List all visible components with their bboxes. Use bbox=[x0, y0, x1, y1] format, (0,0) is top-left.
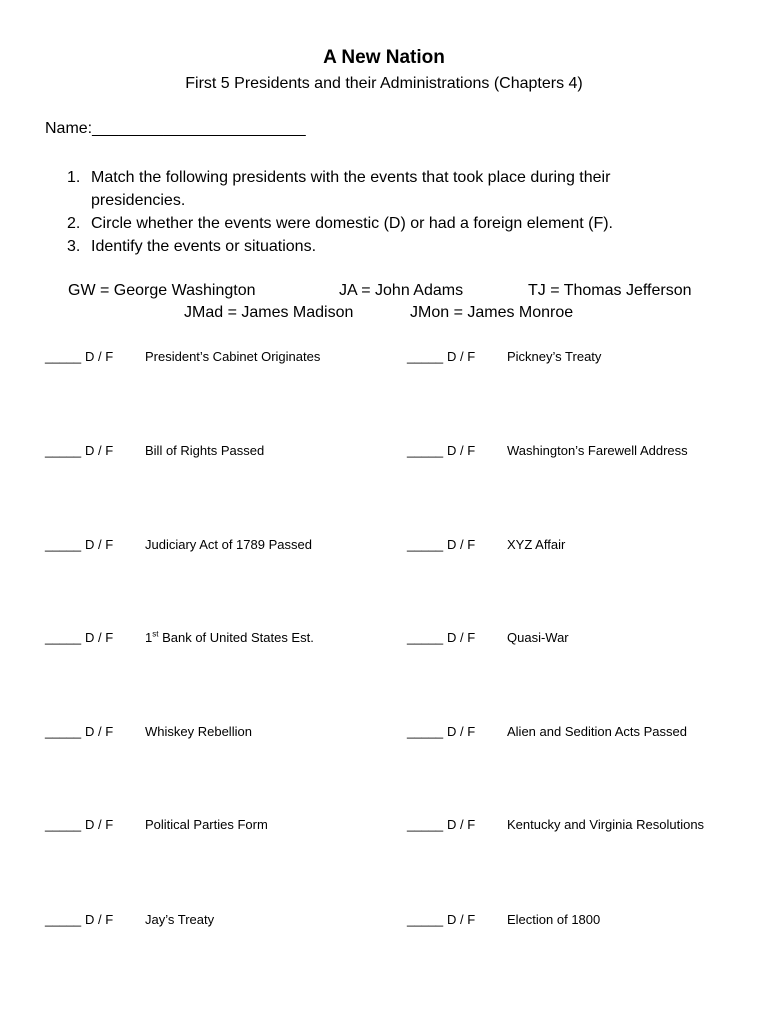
name-label: Name: bbox=[45, 120, 93, 137]
answer-blank[interactable]: _____ bbox=[407, 443, 444, 458]
event-label: Judiciary Act of 1789 Passed bbox=[145, 537, 312, 552]
df-choice[interactable]: D / F bbox=[447, 724, 476, 739]
answer-blank[interactable]: _____ bbox=[45, 630, 82, 645]
instruction-item bbox=[67, 212, 707, 235]
df-choice[interactable]: D / F bbox=[447, 349, 476, 364]
answer-blank[interactable]: _____ bbox=[407, 537, 444, 552]
page-title: A New Nation bbox=[323, 47, 445, 68]
event-label: Bill of Rights Passed bbox=[145, 443, 265, 458]
instruction-item bbox=[67, 166, 707, 212]
event-label: Jay’s Treaty bbox=[145, 912, 215, 927]
event-label: Whiskey Rebellion bbox=[145, 724, 252, 739]
key-jmad: JMad = James Madison bbox=[184, 304, 354, 321]
df-choice[interactable]: D / F bbox=[85, 630, 114, 645]
df-choice[interactable]: D / F bbox=[85, 817, 114, 832]
instruction-text: Identify the events or situations. bbox=[91, 238, 317, 255]
answer-blank[interactable]: _____ bbox=[407, 630, 444, 645]
answer-blank[interactable]: _____ bbox=[45, 537, 82, 552]
df-choice[interactable]: D / F bbox=[85, 349, 114, 364]
event-label: XYZ Affair bbox=[507, 537, 566, 552]
df-choice[interactable]: D / F bbox=[85, 724, 114, 739]
df-choice[interactable]: D / F bbox=[447, 912, 476, 927]
df-choice[interactable]: D / F bbox=[447, 443, 476, 458]
key-gw: GW = George Washington bbox=[68, 282, 256, 299]
ordinal-suffix: st bbox=[152, 629, 159, 639]
ordinal-number: 1 bbox=[145, 630, 153, 645]
instruction-number: 3. bbox=[67, 238, 81, 255]
instruction-number: 2. bbox=[67, 215, 81, 232]
president-key-row-2 bbox=[0, 304, 768, 326]
instructions-list bbox=[67, 166, 707, 258]
instruction-item bbox=[67, 235, 707, 258]
event-label bbox=[145, 630, 314, 645]
answer-blank[interactable]: _____ bbox=[407, 817, 444, 832]
answer-blank[interactable]: _____ bbox=[45, 912, 82, 927]
name-field[interactable] bbox=[45, 120, 306, 138]
df-choice[interactable]: D / F bbox=[85, 443, 114, 458]
instruction-text: Match the following presidents with the events that took place during their presidencies. bbox=[91, 169, 611, 209]
event-label: Kentucky and Virginia Resolutions bbox=[507, 817, 705, 832]
answer-blank[interactable]: _____ bbox=[45, 349, 82, 364]
df-choice[interactable]: D / F bbox=[447, 630, 476, 645]
event-label: Election of 1800 bbox=[507, 912, 601, 927]
key-jmon: JMon = James Monroe bbox=[410, 304, 574, 321]
name-line[interactable]: ________________________ bbox=[92, 120, 306, 137]
df-choice[interactable]: D / F bbox=[447, 817, 476, 832]
df-choice[interactable]: D / F bbox=[447, 537, 476, 552]
instruction-number: 1. bbox=[67, 169, 81, 186]
event-label: Political Parties Form bbox=[145, 817, 268, 832]
df-choice[interactable]: D / F bbox=[85, 537, 114, 552]
event-label: Alien and Sedition Acts Passed bbox=[507, 724, 687, 739]
answer-blank[interactable]: _____ bbox=[45, 724, 82, 739]
key-tj: TJ = Thomas Jefferson bbox=[528, 282, 692, 299]
president-key-row-1 bbox=[68, 282, 708, 304]
instruction-text: Circle whether the events were domestic (D) or had a foreign element (F). bbox=[91, 215, 613, 232]
df-choice[interactable]: D / F bbox=[85, 912, 114, 927]
answer-blank[interactable]: _____ bbox=[407, 724, 444, 739]
page-subtitle: First 5 Presidents and their Administrations (Chapters 4) bbox=[185, 75, 583, 92]
event-label-text: Bank of United States Est. bbox=[158, 630, 314, 645]
answer-blank[interactable]: _____ bbox=[407, 912, 444, 927]
event-label: Quasi-War bbox=[507, 630, 569, 645]
answer-blank[interactable]: _____ bbox=[45, 443, 82, 458]
answer-blank[interactable]: _____ bbox=[45, 817, 82, 832]
event-label: Washington’s Farewell Address bbox=[507, 443, 688, 458]
event-label: President’s Cabinet Originates bbox=[145, 349, 321, 364]
key-ja: JA = John Adams bbox=[339, 282, 464, 299]
answer-blank[interactable]: _____ bbox=[407, 349, 444, 364]
event-label: Pickney’s Treaty bbox=[507, 349, 602, 364]
